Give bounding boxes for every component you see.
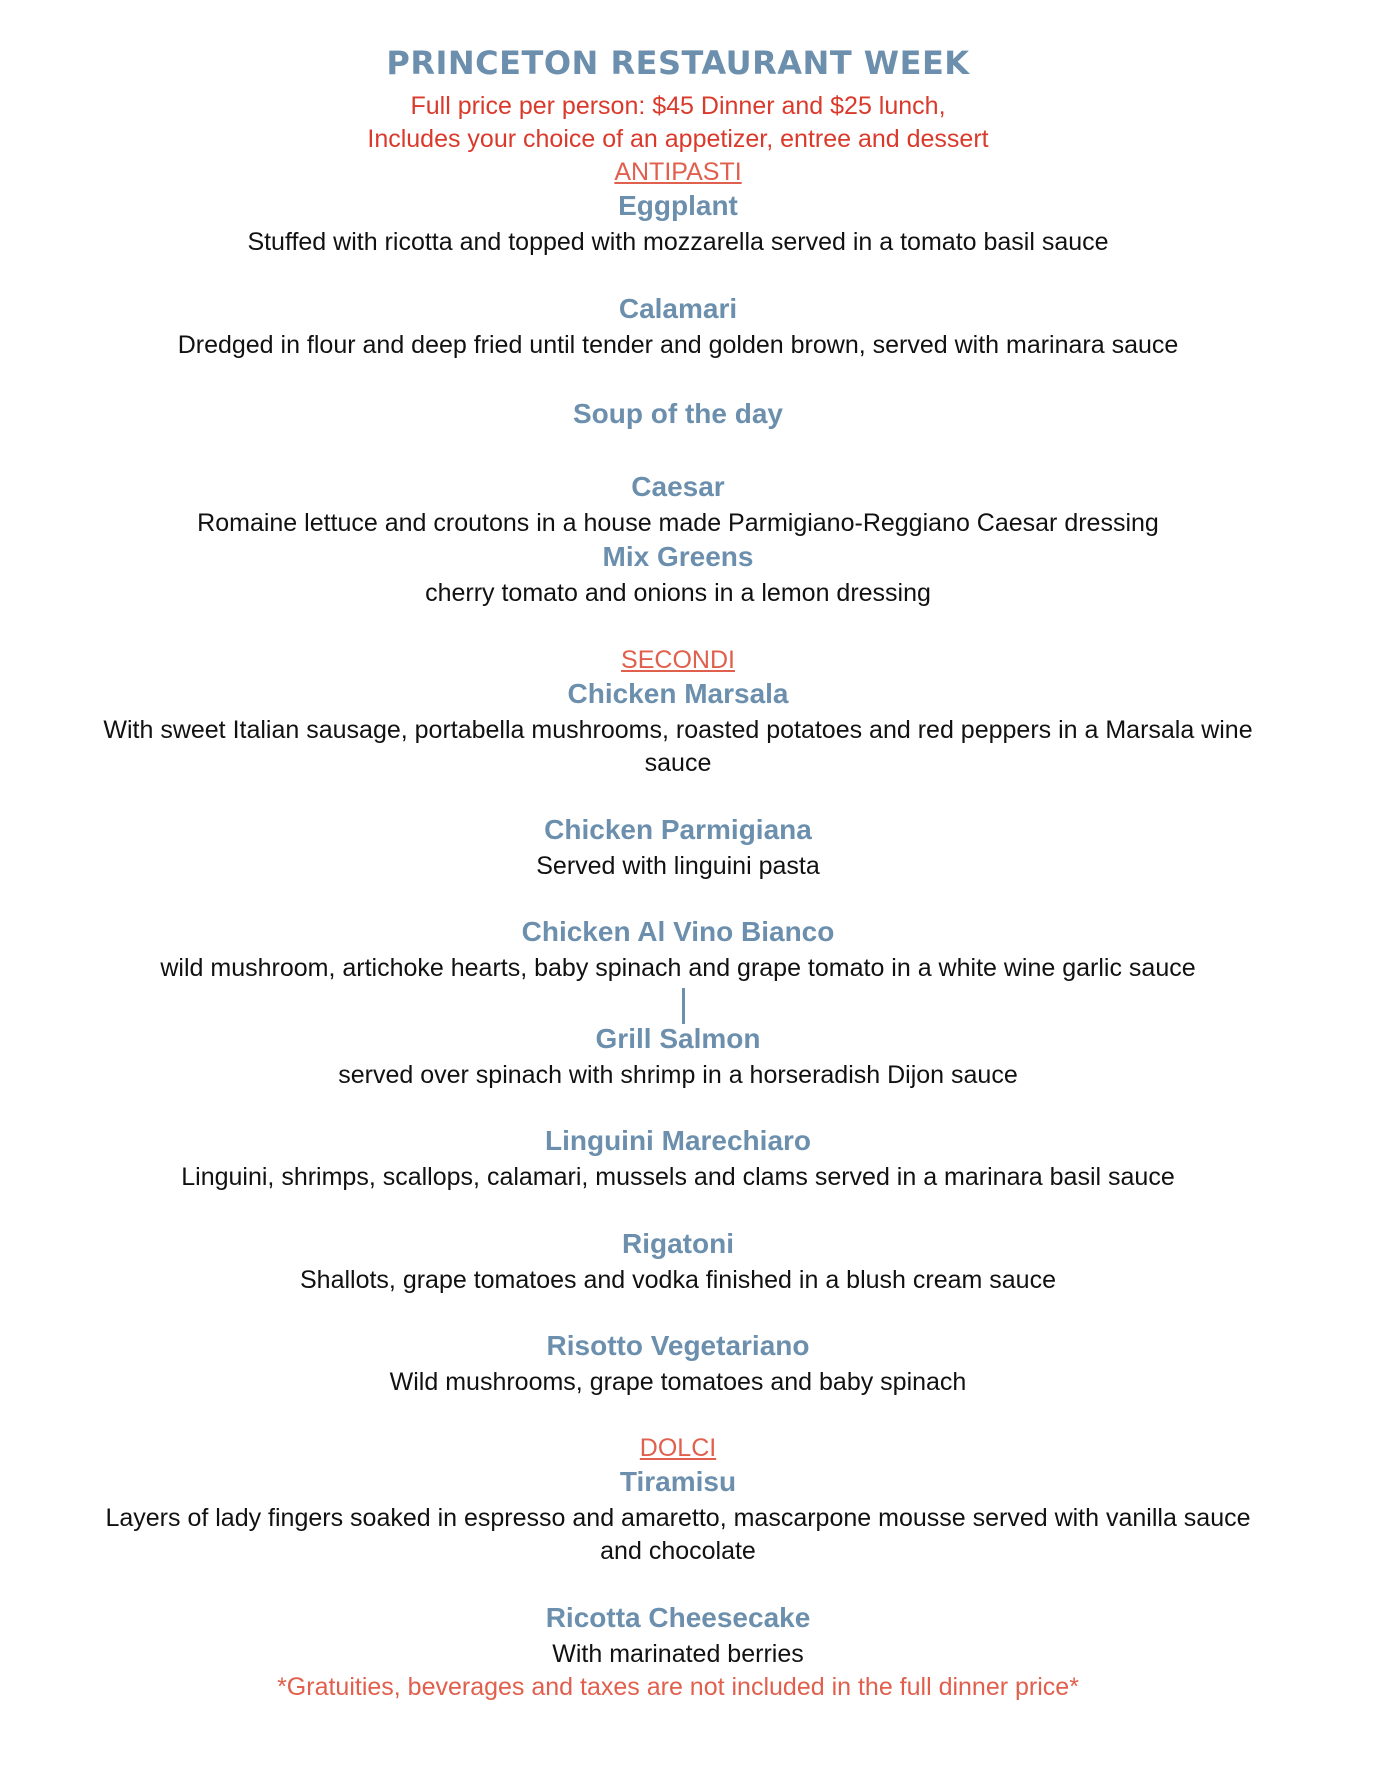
dish-name: Chicken Marsala <box>567 678 789 709</box>
divider-bar <box>682 988 685 1024</box>
dish-name: Mix Greens <box>602 541 754 572</box>
dish-name: Rigatoni <box>622 1228 734 1259</box>
section-heading-antipasti: ANTIPASTI <box>614 158 742 186</box>
dish-description: Linguini, shrimps, scallops, calamari, mussels and clams served in a marinara basil sauce <box>181 1163 1175 1191</box>
dish-description: With marinated berries <box>552 1640 804 1668</box>
dish-name: Caesar <box>631 471 725 502</box>
dish-description: Layers of lady fingers soaked in espresso and amaretto, mascarpone mousse served with vanilla sauce <box>105 1504 1251 1532</box>
section-heading-dolci: DOLCI <box>639 1434 717 1462</box>
dish-name: Ricotta Cheesecake <box>545 1602 811 1633</box>
section-heading-secondi: SECONDI <box>621 646 735 674</box>
price-line: Full price per person: $45 Dinner and $25 lunch, <box>410 92 946 120</box>
dish-name: Chicken Al Vino Bianco <box>521 916 835 947</box>
footer-note: *Gratuities, beverages and taxes are not included in the full dinner price* <box>277 1673 1079 1701</box>
dish-name: Eggplant <box>618 190 738 221</box>
dish-name: Tiramisu <box>619 1466 737 1497</box>
includes-line: Includes your choice of an appetizer, entree and dessert <box>367 125 989 153</box>
dish-description: and chocolate <box>600 1537 756 1565</box>
dish-description: Romaine lettuce and croutons in a house made Parmigiano-Reggiano Caesar dressing <box>197 509 1159 537</box>
dish-name: Grill Salmon <box>595 1023 761 1054</box>
dish-description: With sweet Italian sausage, portabella mushrooms, roasted potatoes and red peppers in a Marsala wine <box>103 716 1253 744</box>
dish-name: Soup of the day <box>573 398 783 429</box>
dish-description: Dredged in flour and deep fried until tender and golden brown, served with marinara sauce <box>177 331 1179 359</box>
dish-description: Served with linguini pasta <box>536 852 820 880</box>
dish-description: sauce <box>644 749 712 777</box>
dish-name: Linguini Marechiaro <box>544 1125 812 1156</box>
page-title: PRINCETON RESTAURANT WEEK <box>386 44 970 82</box>
dish-description: served over spinach with shrimp in a horseradish Dijon sauce <box>338 1061 1018 1089</box>
dish-description: Wild mushrooms, grape tomatoes and baby spinach <box>389 1368 967 1396</box>
dish-description: Stuffed with ricotta and topped with mozzarella served in a tomato basil sauce <box>247 228 1109 256</box>
dish-name: Risotto Vegetariano <box>546 1330 810 1361</box>
dish-name: Calamari <box>618 293 738 324</box>
dish-description: Shallots, grape tomatoes and vodka finished in a blush cream sauce <box>299 1266 1056 1294</box>
dish-name: Chicken Parmigiana <box>544 814 812 845</box>
dish-description: cherry tomato and onions in a lemon dressing <box>425 579 931 607</box>
dish-description: wild mushroom, artichoke hearts, baby spinach and grape tomato in a white wine garlic sauce <box>160 954 1196 982</box>
